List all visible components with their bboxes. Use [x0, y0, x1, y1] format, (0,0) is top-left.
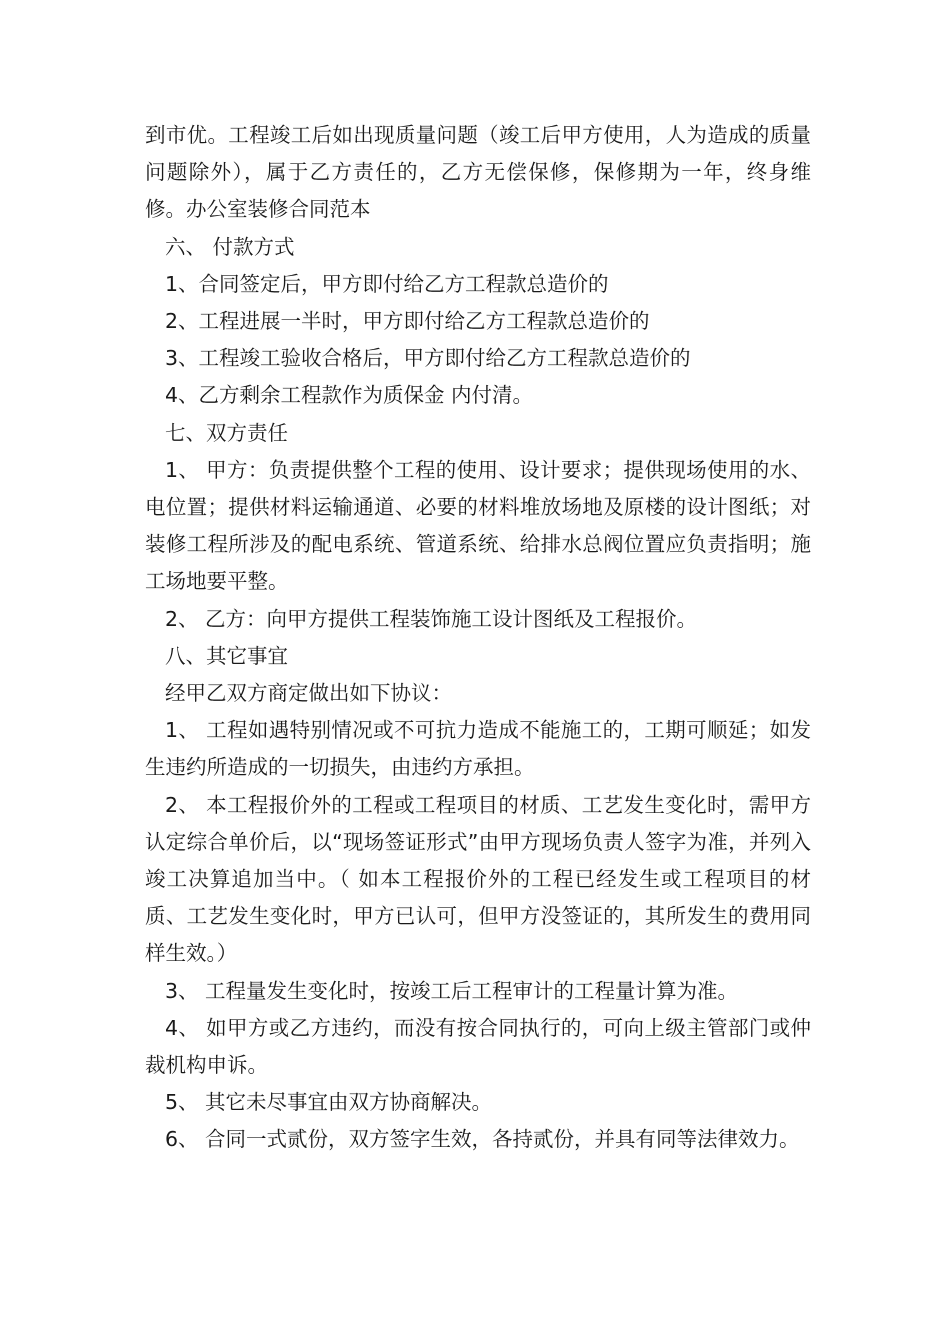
payment-item: 4、乙方剩余工程款作为质保金 内付清。	[165, 383, 534, 408]
responsibility-item: 1、 甲方：负责提供整个工程的使用、设计要求；提供现场使用的水、电位置；提供材料运输通道、必要的材料堆放场地及原楼的设计图纸；对装修工程所涉及的配电系统、管道系统、给排水总阀位置应负责指明；施工场地要平整。	[145, 457, 811, 594]
agreement-item: 3、 工程量发生变化时，按竣工后工程审计的工程量计算为准。	[165, 978, 739, 1003]
payment-item: 3、工程竣工验收合格后，甲方即付给乙方工程款总造价的	[165, 346, 691, 371]
section-heading-payment: 六、 付款方式	[165, 234, 295, 259]
agreement-item: 6、 合同一式贰份，双方签字生效，各持贰份，并具有同等法律效力。	[165, 1127, 800, 1152]
payment-item: 1、合同签定后，甲方即付给乙方工程款总造价的	[165, 271, 609, 296]
agreement-item: 2、 本工程报价外的工程或工程项目的材质、工艺发生变化时，需甲方认定综合单价后，以“现场签证形式”由甲方现场负责人签字为准，并列入竣工决算追加当中。（ 如本工程报价外的工程已经发生或工程项目的材质、工艺发生变化时，甲方已认可，但甲方没签证的，其所发生的费用同样生效。）	[145, 792, 811, 966]
paragraph-warranty: 到市优。工程竣工后如出现质量问题（竣工后甲方使用，人为造成的质量问题除外），属于乙方责任的，乙方无偿保修，保修期为一年，终身维修。办公室装修合同范本	[145, 123, 811, 222]
document-body	[145, 117, 811, 1159]
agreement-item: 1、 工程如遇特别情况或不可抗力造成不能施工的，工期可顺延；如发生违约所造成的一切损失，由违约方承担。	[145, 718, 811, 780]
responsibility-item: 2、 乙方：向甲方提供工程装饰施工设计图纸及工程报价。	[165, 606, 698, 631]
section-heading-other: 八、其它事宜	[165, 643, 288, 668]
section-heading-responsibilities: 七、双方责任	[165, 420, 288, 445]
agreement-intro: 经甲乙双方商定做出如下协议：	[165, 681, 452, 706]
agreement-item: 4、 如甲方或乙方违约，而没有按合同执行的，可向上级主管部门或仲裁机构申诉。	[145, 1015, 811, 1078]
agreement-item: 5、 其它未尽事宜由双方协商解决。	[165, 1090, 493, 1115]
payment-item: 2、工程进展一半时，甲方即付给乙方工程款总造价的	[165, 309, 650, 334]
